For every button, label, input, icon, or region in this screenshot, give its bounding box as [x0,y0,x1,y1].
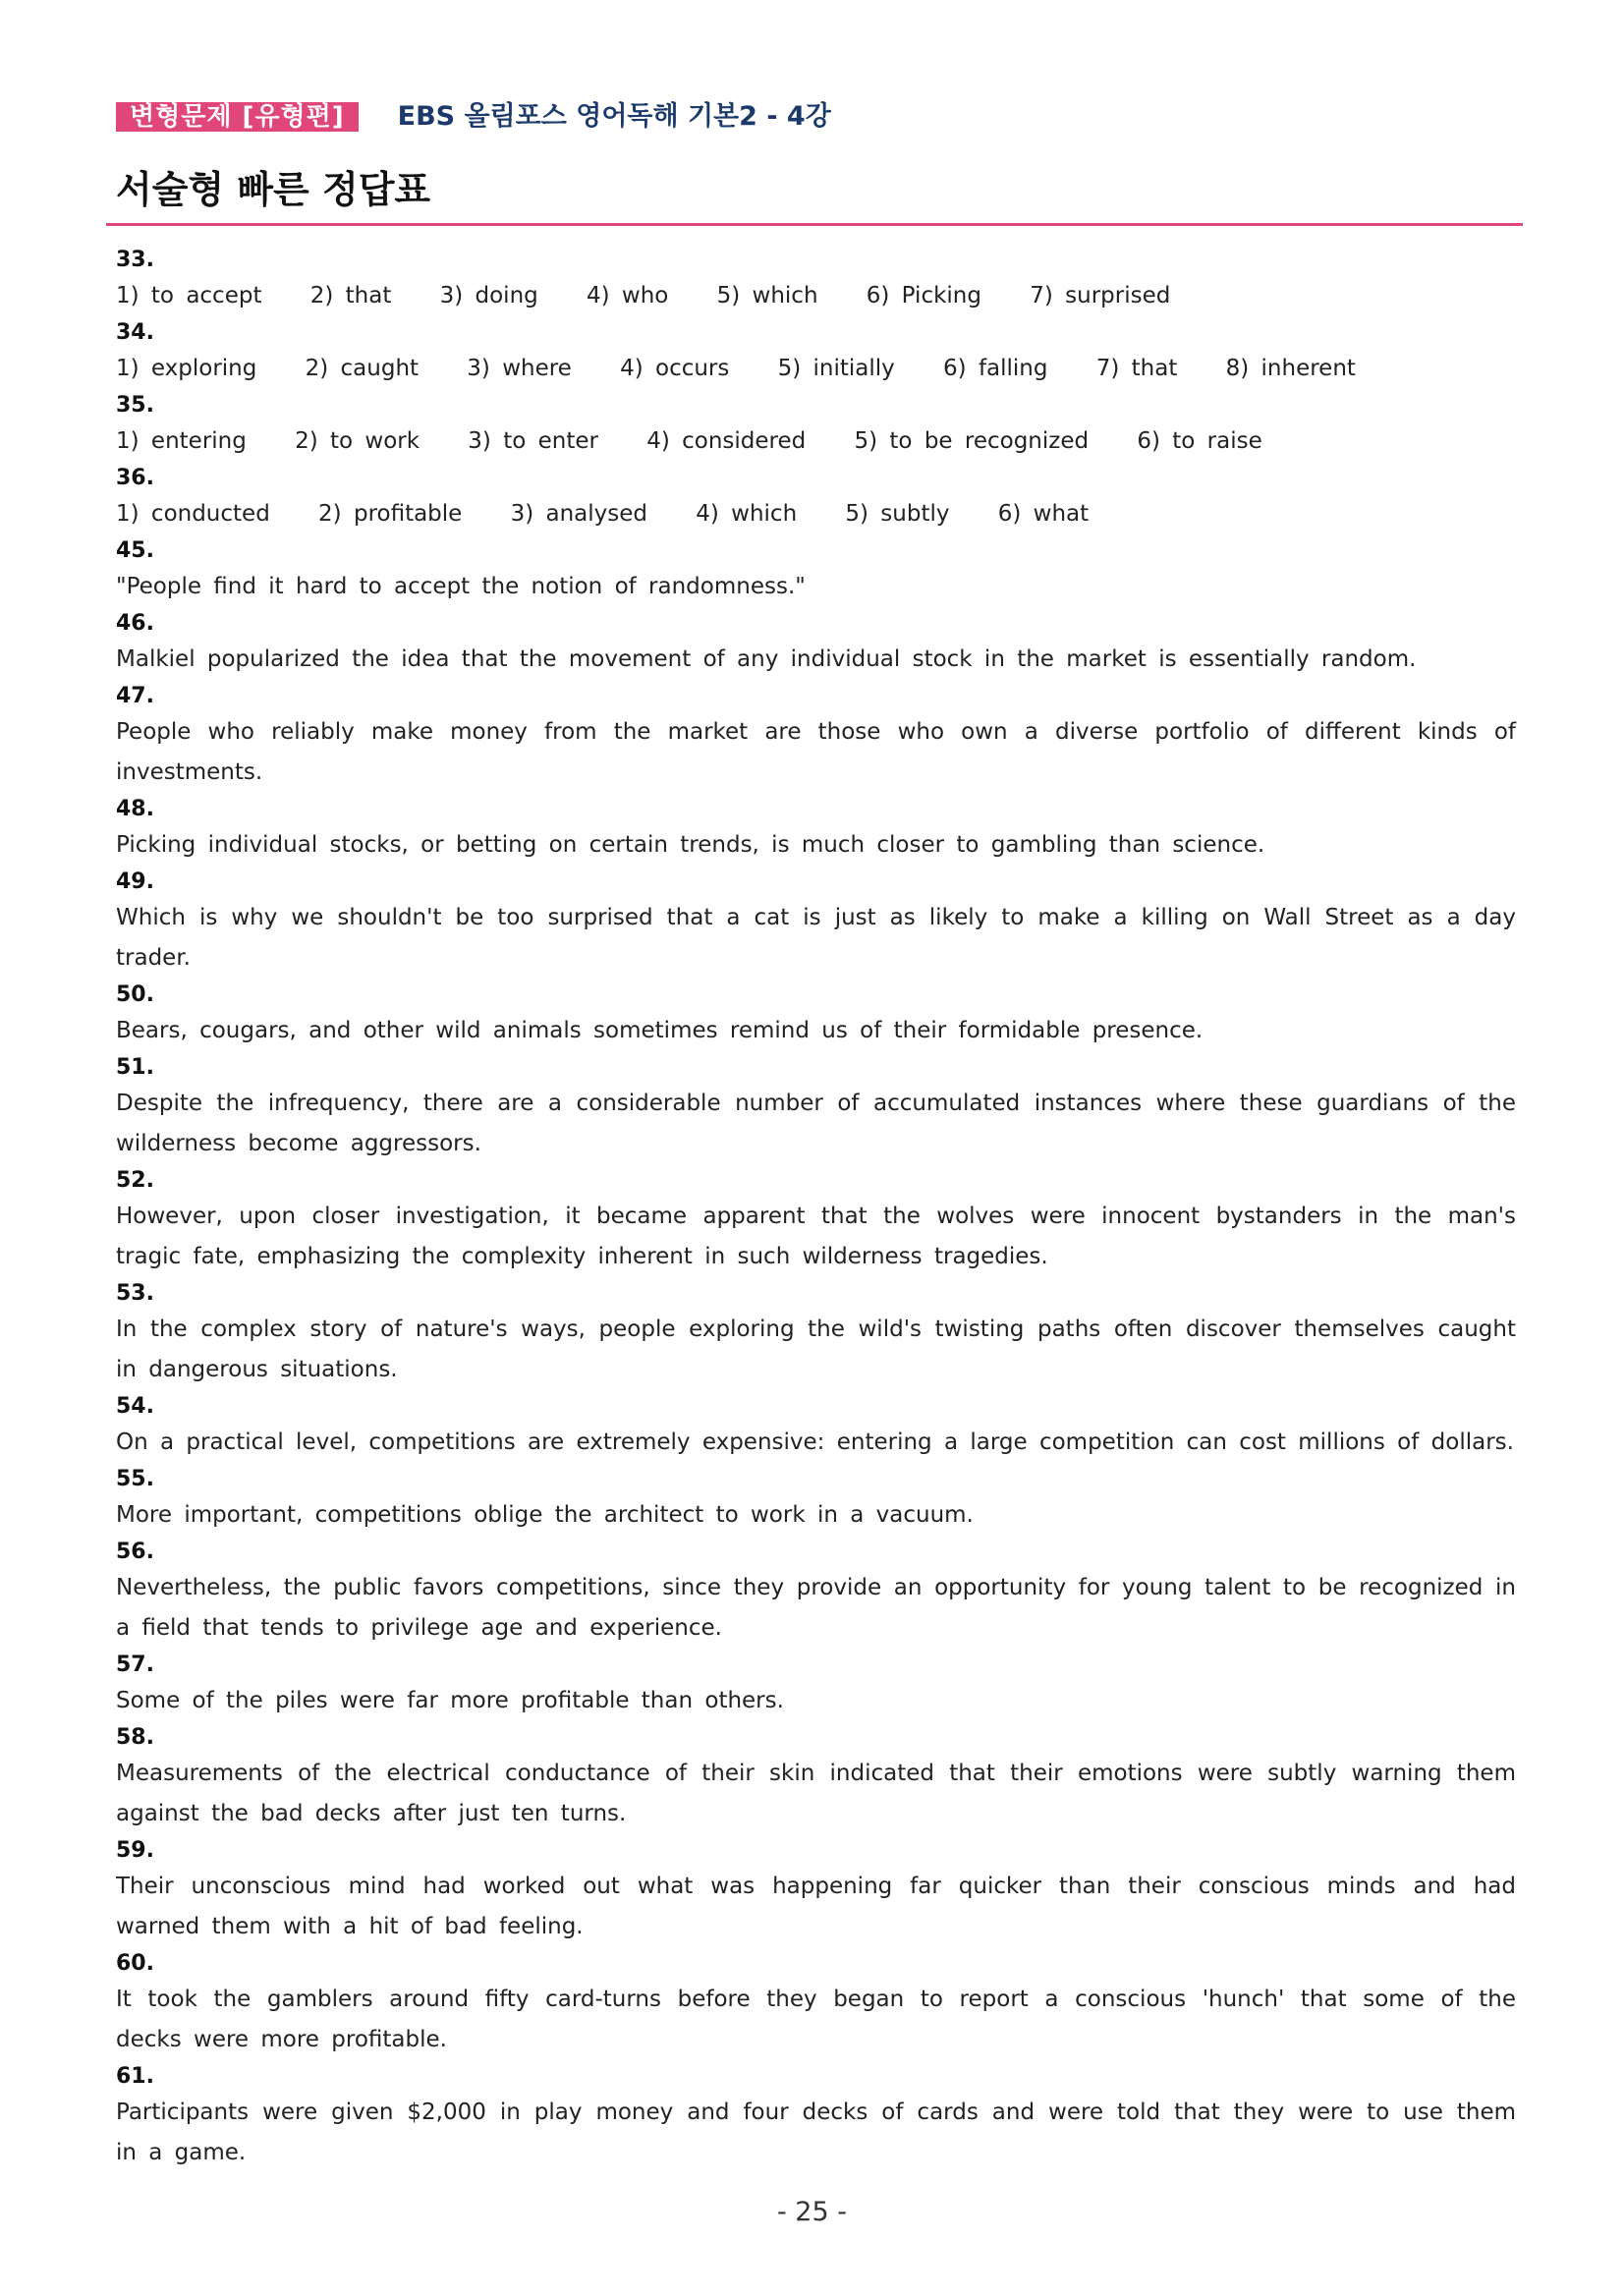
answer-entry [116,534,1516,607]
question-number: 55. [116,1467,154,1491]
question-number: 58. [116,1725,154,1750]
question-number: 50. [116,982,154,1007]
answer-entry [116,680,1516,793]
answer-text: 1) conducted 2) profitable 3) analysed 4) which 5) subtly 6) what [116,501,1090,527]
question-number: 36. [116,466,154,490]
header-row [116,102,831,132]
page-number: - 25 - [776,2197,847,2227]
answer-entry [116,866,1516,979]
question-number: 60. [116,1951,154,1976]
answer-text: On a practical level, competitions are extremely expensive: entering a large competition can cost millions of dollars. [116,1429,1514,1455]
title-divider [106,223,1523,226]
answer-entry [116,1649,1516,1721]
answer-entry [116,389,1516,462]
answer-entry [116,1834,1516,1947]
answer-text: It took the gamblers around fifty card-turns before they began to report a conscious 'hunch' that some of the decks were more profitable. [116,1987,1516,2052]
answer-text: Nevertheless, the public favors competitions, since they provide an opportunity for young talent to be recognized in a field that tends to privilege age and experience. [116,1575,1516,1641]
question-number: 35. [116,393,154,418]
answer-text: 1) to accept 2) that 3) doing 4) who 5) which 6) Picking 7) surprised [116,283,1171,308]
answer-entry [116,1390,1516,1463]
answer-text: Which is why we shouldn't be too surprised that a cat is just as likely to make a killing on Wall Street as a day trader. [116,905,1516,971]
question-number: 57. [116,1652,154,1677]
answer-entry [116,244,1516,316]
answer-text: Bears, cougars, and other wild animals sometimes remind us of their formidable presence. [116,1018,1204,1043]
answer-text: In the complex story of nature's ways, people exploring the wild's twisting paths often discover themselves caught in dangerous situations. [116,1316,1516,1382]
question-number: 48. [116,797,154,821]
question-number: 34. [116,320,154,345]
category-tag: 변형문제 [유형편] [116,102,359,132]
question-number: 54. [116,1394,154,1419]
answer-text: Some of the piles were far more profitable than others. [116,1688,784,1713]
question-number: 52. [116,1168,154,1193]
question-number: 33. [116,248,154,272]
question-number: 61. [116,2064,154,2089]
question-number: 56. [116,1540,154,1564]
answer-entry [116,316,1516,389]
question-number: 45. [116,538,154,563]
question-number: 49. [116,869,154,894]
answer-entry [116,1051,1516,1164]
question-number: 47. [116,684,154,708]
answer-entry [116,1164,1516,1277]
answer-entry [116,979,1516,1051]
answer-text: More important, competitions oblige the architect to work in a vacuum. [116,1502,974,1528]
answer-text: People who reliably make money from the market are those who own a diverse portfolio of different kinds of investments. [116,719,1516,785]
answer-text: Participants were given $2,000 in play money and four decks of cards and were told that they were to use them in a game. [116,2100,1516,2165]
question-number: 53. [116,1281,154,1306]
answer-text: Despite the infrequency, there are a considerable number of accumulated instances where these guardians of the wilderness become aggressors. [116,1091,1516,1156]
answer-text: "People find it hard to accept the notion of randomness." [116,574,806,599]
answer-entry [116,2060,1516,2173]
answer-text: Measurements of the electrical conductance of their skin indicated that their emotions were subtly warning them against the bad decks after just ten turns. [116,1761,1516,1826]
answer-list [116,244,1516,2173]
answer-entry [116,1463,1516,1536]
answer-entry [116,1277,1516,1390]
answer-entry [116,1721,1516,1834]
answer-text: Picking individual stocks, or betting on certain trends, is much closer to gambling than science. [116,832,1265,858]
answer-entry [116,462,1516,534]
question-number: 59. [116,1838,154,1863]
question-number: 51. [116,1055,154,1080]
series-title: EBS 올림포스 영어독해 기본2 - 4강 [397,101,831,132]
answer-text: 1) exploring 2) caught 3) where 4) occurs 5) initially 6) falling 7) that 8) inherent [116,356,1356,381]
question-number: 46. [116,611,154,636]
answer-text: Their unconscious mind had worked out what was happening far quicker than their conscious minds and had warned them with a hit of bad feeling. [116,1874,1516,1939]
answer-text: 1) entering 2) to work 3) to enter 4) considered 5) to be recognized 6) to raise [116,428,1262,454]
page-title: 서술형 빠른 정답표 [116,168,431,211]
answer-entry [116,793,1516,866]
answer-entry [116,1536,1516,1649]
answer-text: Malkiel popularized the idea that the movement of any individual stock in the market is essentially random. [116,646,1417,672]
answer-entry [116,607,1516,680]
answer-entry [116,1947,1516,2060]
answer-text: However, upon closer investigation, it became apparent that the wolves were innocent bystanders in the man's tragic fate, emphasizing the complexity inherent in such wilderness tragedies. [116,1204,1516,1269]
